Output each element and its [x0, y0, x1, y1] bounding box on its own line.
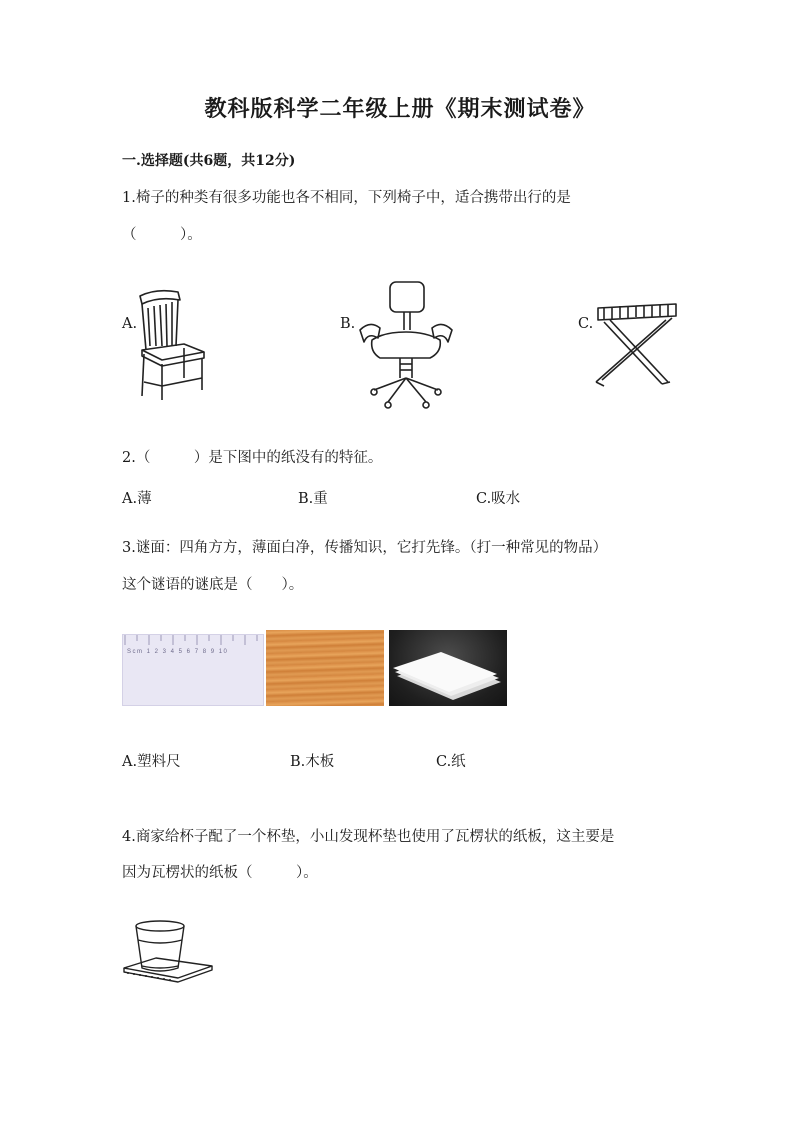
q1-option-c-label: C. [578, 316, 594, 332]
office-chair-image [356, 278, 456, 416]
question-1-line-1: 1.椅子的种类有很多功能也各不相同，下列椅子中，适合携带出行的是 [122, 190, 571, 206]
question-2-text: 2.（ ）是下图中的纸没有的特征。 [122, 450, 383, 466]
wooden-board-image [266, 630, 384, 706]
q3-option-b: B.木板 [290, 754, 335, 770]
q1-option-a-label: A. [122, 316, 138, 332]
cup-on-coaster-image [122, 918, 214, 986]
q3-option-a: A.塑料尺 [122, 754, 181, 770]
q3-option-c: C.纸 [436, 754, 466, 770]
folding-stool-image [592, 298, 682, 392]
q2-option-a: A.薄 [122, 491, 152, 507]
page-title: 教科版科学二年级上册《期末测试卷》 [204, 96, 596, 122]
paper-stack-image [389, 630, 507, 706]
q2-option-b: B.重 [298, 491, 328, 507]
question-1-line-2: （ ）。 [122, 227, 202, 243]
question-3-line-2: 这个谜语的谜底是（ ）。 [122, 577, 304, 593]
question-4-line-2: 因为瓦楞状的纸板（ ）。 [122, 865, 318, 881]
ruler-scale-label: Scm 1 2 3 4 5 6 7 8 9 10 [127, 649, 229, 655]
ruler-ticks [123, 635, 263, 705]
q2-option-c: C.吸水 [476, 491, 521, 507]
wooden-chair-image [132, 286, 212, 406]
question-3-line-1: 3.谜面：四角方方，薄面白净，传播知识，它打先锋。（打一种常见的物品） [122, 540, 608, 556]
plastic-ruler-image [122, 634, 264, 706]
paper-sheets [389, 630, 507, 706]
q1-option-b-label: B. [340, 316, 356, 332]
section-heading: 一.选择题(共6题，共12分) [122, 153, 296, 169]
question-4-line-1: 4.商家给杯子配了一个杯垫，小山发现杯垫也使用了瓦楞状的纸板，这主要是 [122, 829, 615, 845]
